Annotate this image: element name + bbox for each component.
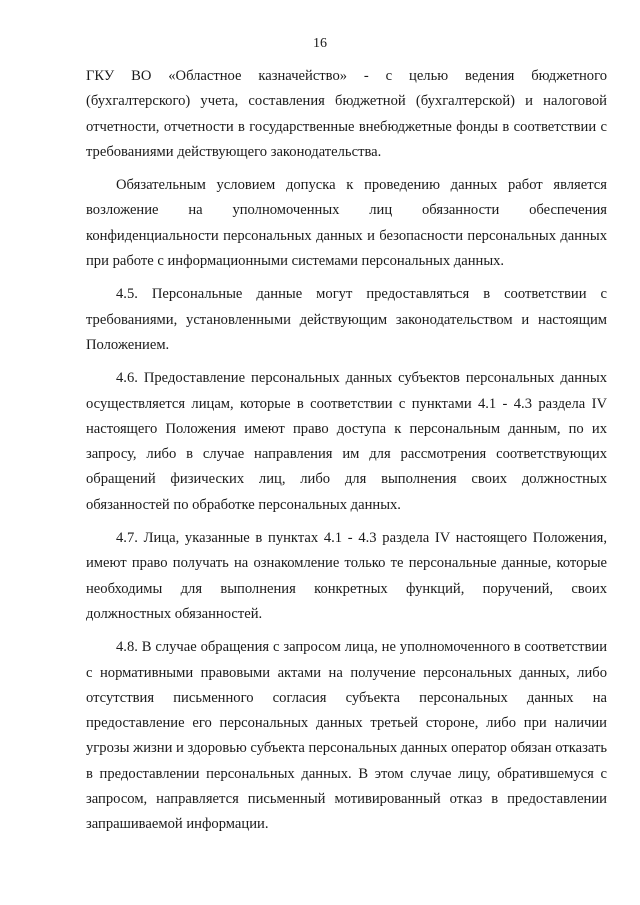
page-number: 16 — [313, 36, 327, 51]
paragraph-4-7: 4.7. Лица, указанные в пунктах 4.1 - 4.3 раздела IV настоящего Положения, имеют право получать на ознакомление только те персональные данные, которые необходимы для выполнения конкретных функций, поручений, своих должностных обязанностей. — [86, 530, 607, 622]
paragraph-4-6: 4.6. Предоставление персональных данных субъектов персональных данных осуществляется лицам, которые в соответствии с пунктами 4.1 - 4.3 раздела IV настоящего Положения имеют право доступа к персональным данным, по их запросу, либо в случае направления им для рассмотрения соответствующих обращений физических лиц, либо для выполнения своих должностных обязанностей по обработке персональных данных. — [86, 370, 607, 513]
paragraph-4-8: 4.8. В случае обращения с запросом лица, не уполномоченного в соответствии с нормативными правовыми актами на получение персональных данных, либо отсутствия письменного согласия субъекта персональных данных на предоставление его персональных данных третьей стороне, либо при наличии угрозы жизни и здоровью субъекта персональных данных оператор обязан отказать в предоставлении персональных данных. В этом случае лицу, обратившемуся с запросом, направляется письменный мотивированный отказ в предоставлении запрашиваемой информации. — [86, 639, 607, 833]
document-body — [86, 64, 607, 846]
paragraph-treasury-purpose: ГКУ ВО «Областное казначейство» - с целью ведения бюджетного (бухгалтерского) учета, составления бюджетной (бухгалтерской) и налоговой отчетности, отчетности в государственные внебюджетные фонды в соответствии с требованиями действующего законодательства. — [86, 68, 607, 160]
paragraph-mandatory-condition: Обязательным условием допуска к проведению данных работ является возложение на уполномоченных лиц обязанности обеспечения конфиденциальности персональных данных и безопасности персональных данных при работе с информационными системами персональных данных. — [86, 177, 607, 270]
paragraph-4-5: 4.5. Персональные данные могут предоставляться в соответствии с требованиями, установленными действующим законодательством и настоящим Положением. — [86, 286, 607, 353]
